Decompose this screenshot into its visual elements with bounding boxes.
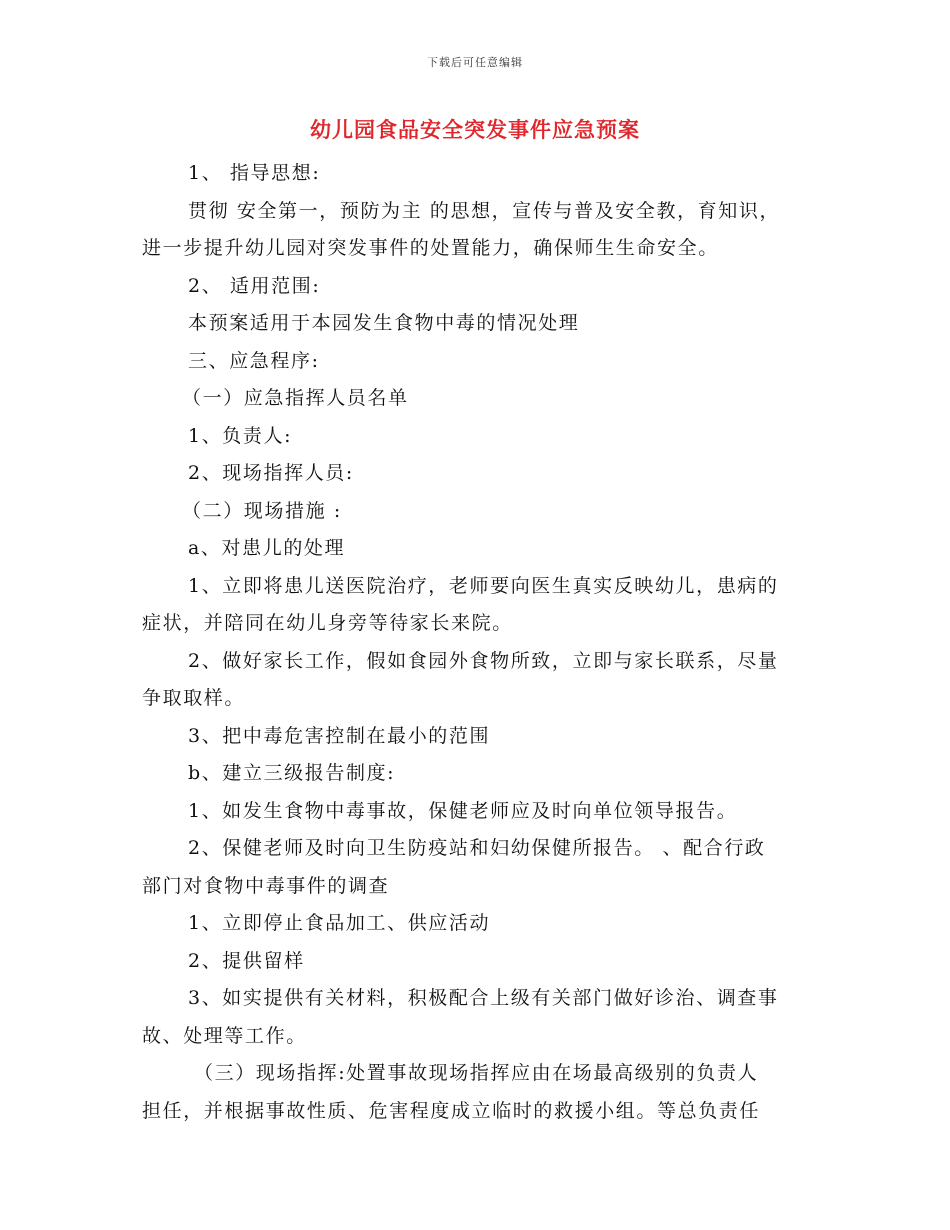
paragraph-line: 1、立即停止食品加工、供应活动 (188, 912, 491, 934)
paragraph-line: 本预案适用于本园发生食物中毒的情况处理 (188, 312, 580, 334)
paragraph-line: 担任，并根据事故性质、危害程度成立临时的救援小组。等总负责任 (142, 1099, 761, 1122)
document-body (142, 155, 810, 1130)
paragraph-line: （二）现场措施 : (182, 499, 342, 522)
paragraph-line: 贯彻 安全第一，预防为主 的思想，宣传与普及安全教，育知识， (188, 199, 781, 222)
page-header-note: 下载后可任意编辑 (427, 56, 523, 69)
paragraph-line: b、建立三级报告制度: (188, 762, 396, 784)
paragraph-line: 3、如实提供有关材料，积极配合上级有关部门做好诊治、调查事 (188, 987, 779, 1009)
paragraph-line: 争取取样。 (142, 687, 246, 709)
paragraph-line: 2、现场指挥人员: (188, 462, 354, 484)
paragraph-line: a、对患儿的处理 (188, 537, 346, 559)
paragraph-line: 1、负责人: (188, 424, 293, 447)
paragraph-line: 三、应急程序: (188, 349, 320, 372)
paragraph-line: 3、把中毒危害控制在最小的范围 (188, 724, 491, 747)
paragraph-line: 1、如发生食物中毒事故，保健老师应及时向单位领导报告。 (188, 799, 738, 822)
paragraph-line: 进一步提升幼儿园对突发事件的处置能力，确保师生生命安全。 (142, 237, 719, 259)
paragraph-line: 2、 适用范围: (188, 274, 321, 297)
paragraph-line: 部门对食物中毒事件的调查 (142, 874, 390, 897)
paragraph-line: 2、保健老师及时向卫生防疫站和妇幼保健所报告。 、配合行政 (188, 837, 766, 859)
paragraph-line: （三）现场指挥:处置事故现场指挥应由在场最高级别的负责人 (194, 1062, 759, 1084)
paragraph-line: 2、提供留样 (188, 949, 305, 972)
paragraph-line: （一）应急指挥人员名单 (182, 387, 409, 409)
paragraph-line: 2、做好家长工作，假如食园外食物所致，立即与家长联系，尽量 (188, 649, 779, 672)
document-title: 幼儿园食品安全突发事件应急预案 (310, 118, 640, 142)
paragraph-line: 1、 指导思想: (188, 162, 321, 184)
paragraph-line: 症状，并陪同在幼儿身旁等待家长来院。 (142, 612, 513, 634)
paragraph-line: 故、处理等工作。 (142, 1024, 307, 1047)
paragraph-line: 1、立即将患儿送医院治疗，老师要向医生真实反映幼儿，患病的 (188, 574, 779, 597)
